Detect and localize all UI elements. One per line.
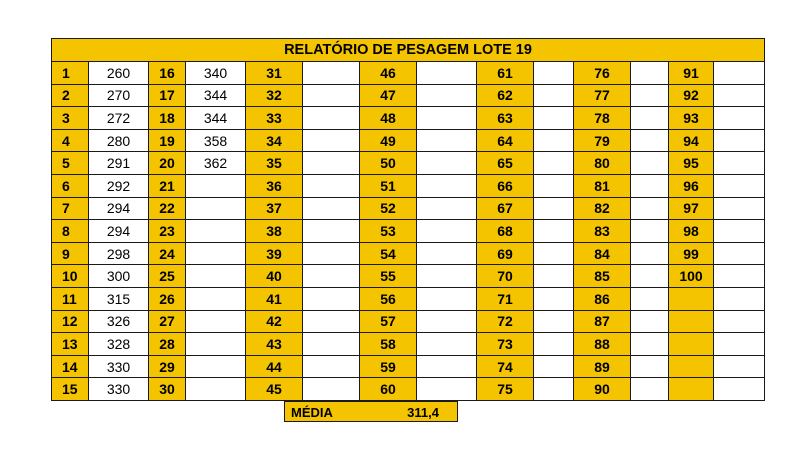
weight-value-cell [534,378,574,401]
weight-value-cell [534,355,574,378]
animal-number-cell: 26 [149,287,186,310]
weight-value-cell [714,242,765,265]
animal-number-cell: 19 [149,129,186,152]
weight-value-cell [714,220,765,243]
weight-value-cell [534,129,574,152]
weight-value-cell [714,355,765,378]
animal-number-cell: 3 [52,107,89,130]
weight-value-cell [631,355,669,378]
table-row [52,62,765,85]
weight-value-cell: 315 [89,287,149,310]
animal-number-cell: 65 [477,152,534,175]
animal-number-cell: 2 [52,84,89,107]
weight-value-cell: 280 [89,129,149,152]
animal-number-cell: 18 [149,107,186,130]
animal-number-cell: 59 [360,355,417,378]
weight-value-cell [631,333,669,356]
weight-value-cell [303,378,360,401]
animal-number-cell: 23 [149,220,186,243]
animal-number-cell: 66 [477,174,534,197]
weight-value-cell [186,220,246,243]
animal-number-cell: 96 [669,174,714,197]
weight-value-cell [303,62,360,85]
weight-value-cell [303,197,360,220]
weight-value-cell [534,197,574,220]
weight-value-cell [714,333,765,356]
animal-number-cell: 30 [149,378,186,401]
weight-value-cell [417,333,477,356]
table-row [52,197,765,220]
animal-number-cell: 27 [149,310,186,333]
animal-number-cell: 62 [477,84,534,107]
animal-number-cell: 51 [360,174,417,197]
animal-number-cell: 45 [246,378,303,401]
weight-value-cell [631,378,669,401]
animal-number-cell: 92 [669,84,714,107]
animal-number-cell: 15 [52,378,89,401]
weight-value-cell [534,310,574,333]
weight-value-cell [186,265,246,288]
animal-number-cell: 40 [246,265,303,288]
weight-value-cell [303,287,360,310]
animal-number-cell [669,355,714,378]
animal-number-cell: 17 [149,84,186,107]
animal-number-cell: 78 [574,107,631,130]
animal-number-cell: 82 [574,197,631,220]
animal-number-cell: 44 [246,355,303,378]
animal-number-cell: 91 [669,62,714,85]
animal-number-cell: 25 [149,265,186,288]
weight-value-cell [534,333,574,356]
weight-value-cell: 330 [89,378,149,401]
weight-value-cell: 294 [89,220,149,243]
weight-value-cell: 298 [89,242,149,265]
animal-number-cell: 84 [574,242,631,265]
animal-number-cell: 90 [574,378,631,401]
animal-number-cell: 1 [52,62,89,85]
weight-value-cell [303,152,360,175]
table-row [52,333,765,356]
animal-number-cell: 42 [246,310,303,333]
weight-value-cell [714,152,765,175]
weight-value-cell: 291 [89,152,149,175]
animal-number-cell: 46 [360,62,417,85]
weight-value-cell: 272 [89,107,149,130]
table-row [52,220,765,243]
animal-number-cell: 53 [360,220,417,243]
weight-value-cell [631,242,669,265]
animal-number-cell: 36 [246,174,303,197]
weight-value-cell [631,62,669,85]
animal-number-cell: 28 [149,333,186,356]
animal-number-cell: 73 [477,333,534,356]
weight-value-cell: 294 [89,197,149,220]
weight-value-cell: 292 [89,174,149,197]
animal-number-cell: 58 [360,333,417,356]
weight-value-cell [417,265,477,288]
weight-value-cell [714,310,765,333]
weight-value-cell: 328 [89,333,149,356]
animal-number-cell: 55 [360,265,417,288]
weight-value-cell [417,62,477,85]
weight-value-cell [417,355,477,378]
animal-number-cell: 75 [477,378,534,401]
animal-number-cell [669,378,714,401]
weight-value-cell [534,152,574,175]
weight-value-cell: 326 [89,310,149,333]
animal-number-cell: 49 [360,129,417,152]
weight-value-cell: 358 [186,129,246,152]
weight-value-cell [714,197,765,220]
weight-value-cell [186,378,246,401]
weight-value-cell [417,197,477,220]
animal-number-cell: 100 [669,265,714,288]
weight-value-cell [303,333,360,356]
weight-value-cell [714,107,765,130]
animal-number-cell [669,310,714,333]
animal-number-cell: 72 [477,310,534,333]
weight-value-cell [534,62,574,85]
weight-value-cell [417,378,477,401]
weight-value-cell: 260 [89,62,149,85]
weight-value-cell: 330 [89,355,149,378]
animal-number-cell: 79 [574,129,631,152]
weight-value-cell [534,107,574,130]
weight-value-cell [714,287,765,310]
weight-value-cell [631,287,669,310]
animal-number-cell: 31 [246,62,303,85]
weight-value-cell [417,107,477,130]
weight-value-cell [534,174,574,197]
weighing-report-sheet [51,38,765,401]
animal-number-cell [669,287,714,310]
animal-number-cell: 86 [574,287,631,310]
weight-value-cell [303,310,360,333]
weight-value-cell [714,129,765,152]
weight-value-cell [186,333,246,356]
animal-number-cell: 57 [360,310,417,333]
animal-number-cell: 41 [246,287,303,310]
table-row [52,152,765,175]
weight-value-cell: 344 [186,107,246,130]
weight-value-cell [417,152,477,175]
animal-number-cell: 12 [52,310,89,333]
animal-number-cell: 6 [52,174,89,197]
animal-number-cell: 67 [477,197,534,220]
weight-value-cell: 300 [89,265,149,288]
weight-value-cell [417,310,477,333]
weight-value-cell [631,310,669,333]
table-row [52,265,765,288]
animal-number-cell: 35 [246,152,303,175]
animal-number-cell: 21 [149,174,186,197]
animal-number-cell: 20 [149,152,186,175]
animal-number-cell: 94 [669,129,714,152]
table-row [52,84,765,107]
animal-number-cell: 68 [477,220,534,243]
average-box [284,401,458,422]
animal-number-cell: 16 [149,62,186,85]
weight-value-cell [186,242,246,265]
weight-value-cell [186,287,246,310]
weight-value-cell [631,107,669,130]
weight-value-cell [303,174,360,197]
weight-value-cell [714,84,765,107]
animal-number-cell: 71 [477,287,534,310]
animal-number-cell: 37 [246,197,303,220]
animal-number-cell: 61 [477,62,534,85]
weight-value-cell [631,84,669,107]
weight-value-cell [534,220,574,243]
weight-value-cell [417,174,477,197]
animal-number-cell: 8 [52,220,89,243]
weight-value-cell [631,152,669,175]
table-row [52,107,765,130]
animal-number-cell: 69 [477,242,534,265]
animal-number-cell: 4 [52,129,89,152]
weight-value-cell [714,174,765,197]
weight-value-cell [186,310,246,333]
weight-value-cell [303,355,360,378]
animal-number-cell: 50 [360,152,417,175]
weight-value-cell [417,242,477,265]
weight-value-cell [714,62,765,85]
weight-value-cell: 344 [186,84,246,107]
weight-value-cell [186,355,246,378]
animal-number-cell: 52 [360,197,417,220]
animal-number-cell: 64 [477,129,534,152]
weight-value-cell [186,197,246,220]
animal-number-cell: 85 [574,265,631,288]
weight-value-cell [631,265,669,288]
animal-number-cell: 93 [669,107,714,130]
animal-number-cell: 11 [52,287,89,310]
animal-number-cell: 32 [246,84,303,107]
animal-number-cell: 29 [149,355,186,378]
weight-value-cell [534,287,574,310]
weight-value-cell [714,378,765,401]
weight-value-cell [417,220,477,243]
table-row [52,310,765,333]
weight-value-cell [714,265,765,288]
animal-number-cell: 34 [246,129,303,152]
animal-number-cell: 56 [360,287,417,310]
animal-number-cell: 70 [477,265,534,288]
weight-value-cell [303,129,360,152]
weight-value-cell: 340 [186,62,246,85]
animal-number-cell: 99 [669,242,714,265]
weight-value-cell [303,107,360,130]
animal-number-cell: 80 [574,152,631,175]
animal-number-cell: 10 [52,265,89,288]
animal-number-cell: 60 [360,378,417,401]
weight-value-cell [534,84,574,107]
weight-value-cell [631,174,669,197]
table-row [52,287,765,310]
table-row [52,174,765,197]
animal-number-cell: 88 [574,333,631,356]
animal-number-cell: 74 [477,355,534,378]
animal-number-cell: 95 [669,152,714,175]
animal-number-cell: 98 [669,220,714,243]
animal-number-cell: 24 [149,242,186,265]
weight-value-cell [631,220,669,243]
table-row [52,242,765,265]
weight-value-cell [417,287,477,310]
animal-number-cell: 22 [149,197,186,220]
animal-number-cell: 43 [246,333,303,356]
weight-value-cell [534,265,574,288]
weight-value-cell [303,220,360,243]
animal-number-cell: 14 [52,355,89,378]
weight-value-cell: 362 [186,152,246,175]
average-value: 311,4 [407,405,439,420]
animal-number-cell [669,333,714,356]
animal-number-cell: 9 [52,242,89,265]
weight-value-cell [303,242,360,265]
animal-number-cell: 47 [360,84,417,107]
animal-number-cell: 97 [669,197,714,220]
weight-value-cell [303,265,360,288]
weight-value-cell [417,84,477,107]
animal-number-cell: 48 [360,107,417,130]
animal-number-cell: 63 [477,107,534,130]
animal-number-cell: 39 [246,242,303,265]
weight-value-cell: 270 [89,84,149,107]
animal-number-cell: 76 [574,62,631,85]
animal-number-cell: 54 [360,242,417,265]
table-row [52,378,765,401]
animal-number-cell: 81 [574,174,631,197]
average-label: MÉDIA [291,405,333,420]
weight-value-cell [631,197,669,220]
report-title: RELATÓRIO DE PESAGEM LOTE 19 [52,39,765,62]
animal-number-cell: 13 [52,333,89,356]
weight-value-cell [303,84,360,107]
animal-number-cell: 89 [574,355,631,378]
animal-number-cell: 7 [52,197,89,220]
animal-number-cell: 83 [574,220,631,243]
animal-number-cell: 77 [574,84,631,107]
weight-value-cell [534,242,574,265]
animal-number-cell: 38 [246,220,303,243]
animal-number-cell: 87 [574,310,631,333]
animal-number-cell: 5 [52,152,89,175]
table-row [52,355,765,378]
weight-value-cell [417,129,477,152]
animal-number-cell: 33 [246,107,303,130]
weighing-table [51,38,765,401]
weight-value-cell [186,174,246,197]
table-row [52,129,765,152]
weight-value-cell [631,129,669,152]
